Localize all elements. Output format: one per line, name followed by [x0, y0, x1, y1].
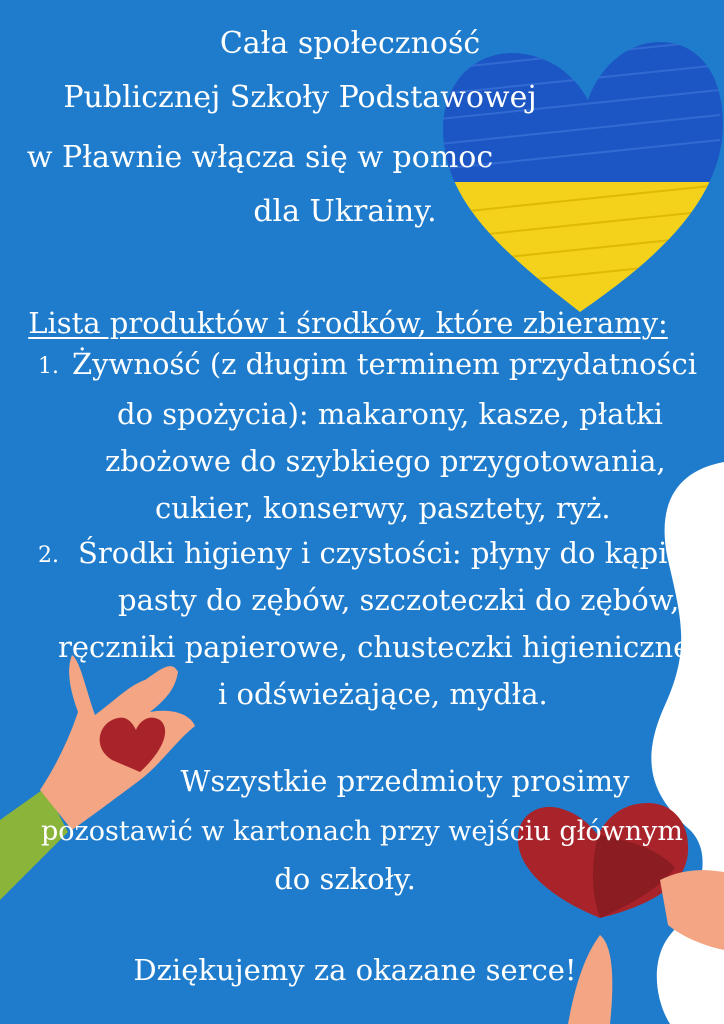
- list-item-number: 1.: [38, 354, 59, 379]
- list-item-line: cukier, konserwy, pasztety, ryż.: [155, 491, 611, 525]
- note-line-2: pozostawić w kartonach przy wejściu głównym: [41, 816, 683, 847]
- header-line-3: w Pławnie włącza się w pomoc: [26, 140, 494, 175]
- list-item-line: do spożycia): makarony, kasze, płatki: [117, 397, 663, 431]
- note-line-3: do szkoły.: [274, 862, 416, 896]
- list-title: Lista produktów i środków, które zbieramy:: [28, 306, 668, 340]
- header-line-2: Publicznej Szkoły Podstawowej: [63, 80, 537, 115]
- list-item-line: zbożowe do szybkiego przygotowania,: [105, 444, 666, 478]
- list-item-line: Żywność (z długim terminem przydatności: [72, 347, 697, 381]
- header-line-4: dla Ukrainy.: [253, 194, 437, 229]
- list-item-line: Środki higieny i czystości: płyny do kąpieli,: [78, 536, 713, 570]
- list-item-number: 2.: [38, 543, 59, 568]
- thanks-message: Dziękujemy za okazane serce!: [133, 953, 577, 987]
- hand-with-heart-icon: [0, 655, 195, 900]
- list-item-line: i odświeżające, mydła.: [218, 677, 548, 711]
- note-line-1: Wszystkie przedmioty prosimy: [180, 764, 630, 798]
- list-item-line: ręczniki papierowe, chusteczki higieniczne: [58, 630, 691, 664]
- header-line-1: Cała społeczność: [219, 26, 481, 61]
- list-item-line: pasty do zębów, szczoteczki do zębów,: [118, 583, 680, 617]
